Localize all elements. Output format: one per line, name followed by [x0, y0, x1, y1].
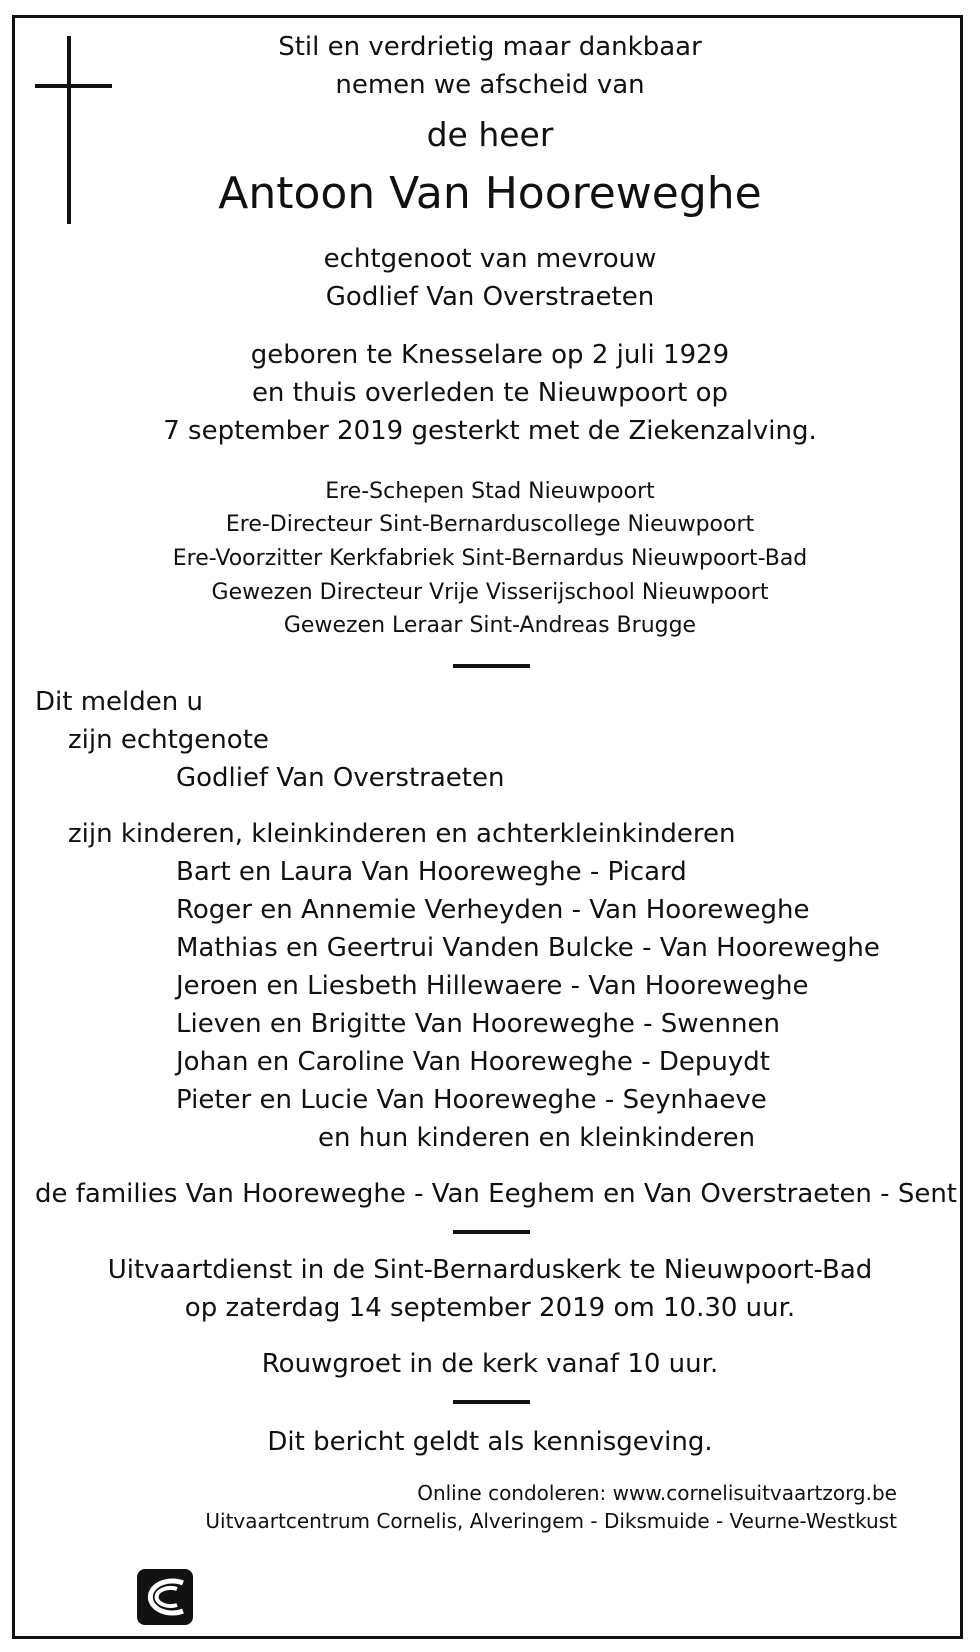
spouse-line-2: Godlief Van Overstraeten: [325, 282, 655, 312]
divider: [453, 1400, 530, 1404]
title-line: Ere-Directeur Sint-Bernarduscollege Nieuwpoort: [225, 512, 755, 537]
grandchildren-line: en hun kinderen en kleinkinderen: [318, 1123, 756, 1153]
online-condolence-link[interactable]: Online condoleren: www.cornelisuitvaartzorg.be: [417, 1481, 897, 1505]
child-line: Pieter en Lucie Van Hooreweghe - Seynhaeve: [176, 1085, 767, 1115]
divider: [453, 664, 530, 668]
families-line: de families Van Hooreweghe - Van Eeghem en Van Overstraeten - Sent: [35, 1179, 957, 1209]
title-line: Gewezen Leraar Sint-Andreas Brugge: [283, 613, 697, 638]
greeting-line: Rouwgroet in de kerk vanaf 10 uur.: [261, 1349, 719, 1379]
notice-line: Dit bericht geldt als kennisgeving.: [267, 1427, 713, 1457]
life-line-2: en thuis overleden te Nieuwpoort op: [251, 378, 729, 408]
title-line: Gewezen Directeur Vrije Visserijschool Nieuwpoort: [211, 580, 769, 605]
title-line: Ere-Schepen Stad Nieuwpoort: [325, 479, 655, 504]
children-label: zijn kinderen, kleinkinderen en achterkleinkinderen: [68, 819, 736, 849]
service-line-1: Uitvaartdienst in de Sint-Bernarduskerk te Nieuwpoort-Bad: [107, 1255, 873, 1285]
spouse-name: Godlief Van Overstraeten: [176, 763, 505, 793]
child-line: Johan en Caroline Van Hooreweghe - Depuydt: [176, 1047, 770, 1077]
child-line: Bart en Laura Van Hooreweghe - Picard: [176, 857, 687, 887]
intro-line-2: nemen we afscheid van: [335, 70, 645, 100]
title-line: Ere-Voorzitter Kerkfabriek Sint-Bernardus Nieuwpoort-Bad: [172, 546, 808, 571]
life-line-1: geboren te Knesselare op 2 juli 1929: [250, 340, 730, 370]
spouse-line-1: echtgenoot van mevrouw: [323, 244, 657, 274]
spouse-label: zijn echtgenote: [68, 725, 269, 755]
family-heading: Dit melden u: [35, 687, 203, 717]
child-line: Jeroen en Liesbeth Hillewaere - Van Hooreweghe: [176, 971, 809, 1001]
child-line: Roger en Annemie Verheyden - Van Hooreweghe: [176, 895, 810, 925]
salutation: de heer: [426, 115, 554, 154]
deceased-name: Antoon Van Hooreweghe: [218, 168, 762, 219]
child-line: Lieven en Brigitte Van Hooreweghe - Swennen: [176, 1009, 780, 1039]
company-info: Uitvaartcentrum Cornelis, Alveringem - Diksmuide - Veurne-Westkust: [205, 1509, 897, 1533]
intro-line-1: Stil en verdrietig maar dankbaar: [278, 32, 702, 62]
child-line: Mathias en Geertrui Vanden Bulcke - Van Hooreweghe: [176, 933, 880, 963]
service-line-2: op zaterdag 14 september 2019 om 10.30 uur.: [184, 1293, 796, 1323]
life-line-3: 7 september 2019 gesterkt met de Ziekenzalving.: [163, 416, 817, 446]
company-logo-icon: [137, 1569, 193, 1625]
divider: [453, 1230, 530, 1234]
